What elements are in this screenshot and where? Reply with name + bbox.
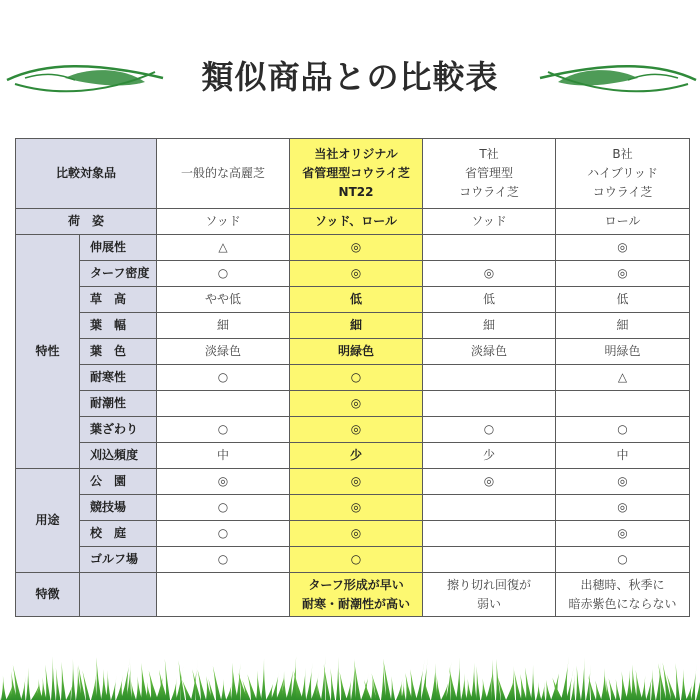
row-label: 公 園 [80,469,157,495]
table-row [16,521,690,547]
column-header-t-company: T社 省管理型 コウライ芝 [423,139,556,209]
row-label: 葉ざわり [80,417,157,443]
grass-blade [91,671,97,700]
table-cell-highlight: ◎ [290,495,423,521]
grass-blade [21,676,26,700]
grass-blade [636,670,643,700]
table-row [16,287,690,313]
column-header-b-company: B社 ハイブリッド コウライ芝 [556,139,690,209]
grass-blade [436,675,441,700]
table-cell: 擦り切れ回復が 弱い [423,573,556,617]
grass-blade [165,659,170,700]
table-row [16,391,690,417]
row-label: 伸展性 [80,235,157,261]
grass-blade [456,657,461,700]
grass-blade [301,668,306,700]
table-cell [423,495,556,521]
grass-blade [514,670,522,700]
grass-blade [576,666,581,700]
grass-blade [446,661,451,700]
table-cell: ソッド [423,209,556,235]
row-label-nisugata: 荷 姿 [16,209,157,235]
table-cell: ◎ [157,469,290,495]
grass-blade [481,678,488,700]
table-cell: ◎ [556,521,690,547]
grass-blade [691,664,697,700]
table-cell: 中 [157,443,290,469]
table-cell [80,573,157,617]
table-cell [423,391,556,417]
table-row-nisugata [16,209,690,235]
table-row [16,443,690,469]
table-cell: 細 [423,313,556,339]
grass-blade [525,667,532,700]
grass-blade [410,669,417,700]
group-label-usage: 用途 [16,469,80,573]
row-label: ターフ密度 [80,261,157,287]
table-cell: 淡緑色 [423,339,556,365]
table-cell-highlight: 細 [290,313,423,339]
grass-blade [536,682,541,700]
table-row [16,261,690,287]
table-row [16,235,690,261]
table-cell: ソッド [157,209,290,235]
grass-blade [631,665,637,700]
grass-blade [696,657,700,700]
table-cell [423,365,556,391]
table-cell-highlight: ◎ [290,261,423,287]
grass-blade [546,680,551,700]
grass-blade [586,664,591,700]
table-cell: 少 [423,443,556,469]
grass-blade [681,669,687,700]
table-cell: ロール [556,209,690,235]
row-label: 校 庭 [80,521,157,547]
grass-blade [45,665,50,700]
grass-blade [651,669,656,700]
table-cell: やや低 [157,287,290,313]
grass-blade [116,675,123,700]
table-cell: 細 [157,313,290,339]
table-cell: 明緑色 [556,339,690,365]
grass-blade [106,670,111,700]
right-swirl-ornament [538,58,698,98]
grass-blade [136,676,142,700]
table-row-features [16,573,690,617]
table-cell: ◎ [556,495,690,521]
table-cell-highlight: 少 [290,443,423,469]
table-cell-highlight: ソッド、ロール [290,209,423,235]
column-header-own-product: 当社オリジナル 省管理型コウライ芝 NT22 [290,139,423,209]
table-cell: ○ [157,417,290,443]
table-cell: ◎ [423,469,556,495]
table-cell: △ [556,365,690,391]
table-cell-highlight: ◎ [290,391,423,417]
grass-blade [256,671,262,700]
table-cell-highlight: ○ [290,365,423,391]
grass-blade [471,663,477,700]
row-label: 耐寒性 [80,365,157,391]
grass-blade [391,676,395,700]
column-header-target: 比較対象品 [16,139,157,209]
table-cell [423,235,556,261]
table-cell: ○ [157,261,290,287]
table-cell-highlight: ◎ [290,235,423,261]
table-row [16,365,690,391]
table-cell: 淡緑色 [157,339,290,365]
table-cell [157,391,290,417]
grass-blade [51,656,56,700]
table-cell: ○ [157,495,290,521]
grass-blade [330,668,335,700]
grass-blade [61,662,66,700]
grass-blade [581,657,585,700]
table-cell: ○ [556,547,690,573]
row-label: 耐潮性 [80,391,157,417]
row-label: 葉 色 [80,339,157,365]
table-cell-highlight: ◎ [290,521,423,547]
table-row [16,469,690,495]
table-row [16,547,690,573]
grass-blade [676,663,681,700]
table-cell: ○ [157,547,290,573]
table-cell: 低 [556,287,690,313]
table-cell-highlight: ◎ [290,469,423,495]
grass-blade [531,665,535,700]
grass-blade [1,676,7,700]
grass-blade [321,656,325,700]
grass-blade [595,681,601,700]
grass-blade [141,663,148,700]
table-cell-highlight: 明緑色 [290,339,423,365]
grass-blade [221,679,226,700]
grass-blade [561,656,569,700]
grass-blade [396,679,403,700]
table-cell: ○ [157,521,290,547]
grass-blade [541,682,545,700]
grass-blade [340,672,347,700]
grass-blade [111,676,117,700]
grass-blade [26,667,31,700]
row-label: 刈込頻度 [80,443,157,469]
table-cell: ○ [423,417,556,443]
table-header-row [16,139,690,209]
grass-blade [231,663,238,700]
table-row [16,417,690,443]
grass-blade [171,678,177,700]
table-cell: 中 [556,443,690,469]
row-label: 葉 幅 [80,313,157,339]
group-label-characteristics: 特性 [16,235,80,469]
table-cell [423,521,556,547]
grass-blade [96,657,101,700]
table-cell: ○ [556,417,690,443]
grass-border-illustration [0,655,700,700]
table-row [16,313,690,339]
grass-blade [641,675,646,700]
grass-blade [71,659,76,700]
grass-blade [336,657,340,700]
grass-blade [461,673,467,700]
grass-blade [621,671,627,700]
grass-blade [571,674,575,700]
grass-blade [56,668,61,700]
table-cell: ◎ [556,469,690,495]
row-label: ゴルフ場 [80,547,157,573]
table-row [16,495,690,521]
grass-blade [346,676,352,700]
table-cell [423,547,556,573]
grass-blade [351,658,356,700]
table-cell: ◎ [556,261,690,287]
grass-blade [520,674,526,700]
column-header-generic: 一般的な高麗芝 [157,139,290,209]
table-cell [556,391,690,417]
table-cell-highlight: 低 [290,287,423,313]
table-cell: ◎ [556,235,690,261]
grass-blade [41,677,47,700]
table-cell: 出穂時、秋季に 暗赤紫色にならない [556,573,690,617]
table-cell: ○ [157,365,290,391]
table-row [16,339,690,365]
table-cell: ◎ [423,261,556,287]
page-title: 類似商品との比較表 [201,58,499,96]
grass-blade [131,681,136,700]
table-cell-highlight: ◎ [290,417,423,443]
table-cell: 細 [556,313,690,339]
grass-blade [616,679,621,700]
grass-blade [261,658,266,700]
grass-blade [476,666,480,700]
grass-blade [609,678,616,700]
table-cell-highlight: ターフ形成が早い 耐寒・耐潮性が高い [290,573,423,617]
row-label: 草 高 [80,287,157,313]
grass-blade [101,669,108,700]
grass-blade [213,666,221,700]
table-cell-highlight: ○ [290,547,423,573]
comparison-table [15,138,690,617]
page-header [0,48,700,108]
row-label: 競技場 [80,495,157,521]
table-cell: △ [157,235,290,261]
grass-blade [306,662,313,700]
table-cell [157,573,290,617]
row-label-features: 特徴 [16,573,80,617]
table-cell: 低 [423,287,556,313]
